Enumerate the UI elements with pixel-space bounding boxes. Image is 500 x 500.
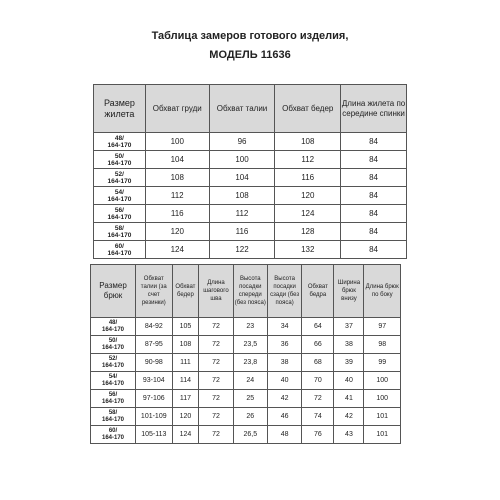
header-cell: Ширина брюк внизу bbox=[334, 265, 364, 318]
header-cell: Обхват бедра bbox=[302, 265, 334, 318]
height-value: 164-170 bbox=[102, 380, 125, 387]
value-cell: 66 bbox=[302, 336, 334, 354]
header-cell: Высота посадки спереди (без пояса) bbox=[233, 265, 267, 318]
value-cell: 46 bbox=[267, 408, 301, 426]
header-cell: Обхват груди bbox=[145, 85, 209, 133]
value-cell: 23,5 bbox=[233, 336, 267, 354]
value-cell: 23,8 bbox=[233, 354, 267, 372]
size-value: 60/ bbox=[114, 242, 124, 250]
pants-measurements-table bbox=[90, 264, 401, 444]
value-cell: 38 bbox=[267, 354, 301, 372]
value-cell: 100 bbox=[364, 390, 401, 408]
value-cell: 84 bbox=[341, 223, 407, 241]
value-cell: 112 bbox=[275, 151, 341, 169]
value-cell: 72 bbox=[199, 408, 233, 426]
value-cell: 72 bbox=[199, 390, 233, 408]
size-cell bbox=[94, 151, 146, 169]
size-value: 52/ bbox=[108, 355, 118, 362]
height-value: 164-170 bbox=[107, 249, 132, 257]
value-cell: 108 bbox=[275, 133, 341, 151]
header-cell: Размер жилета bbox=[94, 85, 146, 133]
value-cell: 24 bbox=[233, 372, 267, 390]
value-cell: 84 bbox=[341, 241, 407, 259]
table-row bbox=[91, 336, 401, 354]
height-value: 164-170 bbox=[107, 213, 132, 221]
table-header-row bbox=[94, 85, 407, 133]
size-value: 48/ bbox=[114, 134, 124, 142]
table-row bbox=[91, 372, 401, 390]
height-value: 164-170 bbox=[102, 344, 125, 351]
size-value: 48/ bbox=[108, 319, 118, 326]
value-cell: 72 bbox=[199, 426, 233, 444]
value-cell: 120 bbox=[145, 223, 209, 241]
value-cell: 74 bbox=[302, 408, 334, 426]
value-cell: 64 bbox=[302, 318, 334, 336]
value-cell: 72 bbox=[199, 354, 233, 372]
value-cell: 108 bbox=[145, 169, 209, 187]
table-row bbox=[91, 390, 401, 408]
value-cell: 105-113 bbox=[136, 426, 172, 444]
value-cell: 120 bbox=[172, 408, 199, 426]
value-cell: 38 bbox=[334, 336, 364, 354]
table-row bbox=[91, 426, 401, 444]
size-cell bbox=[91, 372, 136, 390]
size-value: 50/ bbox=[114, 152, 124, 160]
value-cell: 36 bbox=[267, 336, 301, 354]
table-row bbox=[91, 408, 401, 426]
value-cell: 101-109 bbox=[136, 408, 172, 426]
value-cell: 105 bbox=[172, 318, 199, 336]
size-value: 52/ bbox=[114, 170, 124, 178]
size-cell bbox=[91, 318, 136, 336]
header-cell: Обхват талии bbox=[209, 85, 275, 133]
value-cell: 26,5 bbox=[233, 426, 267, 444]
size-cell bbox=[94, 133, 146, 151]
value-cell: 100 bbox=[364, 372, 401, 390]
header-cell: Длина брюк по боку bbox=[364, 265, 401, 318]
document-title: Таблица замеров готового изделия, bbox=[151, 30, 349, 42]
size-value: 50/ bbox=[108, 337, 118, 344]
height-value: 164-170 bbox=[102, 362, 125, 369]
size-cell bbox=[94, 187, 146, 205]
value-cell: 37 bbox=[334, 318, 364, 336]
value-cell: 84 bbox=[341, 169, 407, 187]
size-value: 60/ bbox=[108, 427, 118, 434]
value-cell: 124 bbox=[145, 241, 209, 259]
table-row bbox=[94, 205, 407, 223]
value-cell: 116 bbox=[209, 223, 275, 241]
header-cell: Размер брюк bbox=[91, 265, 136, 318]
value-cell: 43 bbox=[334, 426, 364, 444]
value-cell: 87-95 bbox=[136, 336, 172, 354]
table-row bbox=[94, 241, 407, 259]
height-value: 164-170 bbox=[107, 195, 132, 203]
value-cell: 41 bbox=[334, 390, 364, 408]
size-value: 56/ bbox=[114, 206, 124, 214]
table-row bbox=[91, 354, 401, 372]
table-row bbox=[94, 133, 407, 151]
size-cell bbox=[91, 336, 136, 354]
size-cell bbox=[91, 408, 136, 426]
table-row bbox=[94, 187, 407, 205]
value-cell: 128 bbox=[275, 223, 341, 241]
value-cell: 117 bbox=[172, 390, 199, 408]
size-value: 54/ bbox=[108, 373, 118, 380]
value-cell: 84 bbox=[341, 151, 407, 169]
height-value: 164-170 bbox=[102, 416, 125, 423]
table-row bbox=[94, 151, 407, 169]
height-value: 164-170 bbox=[107, 159, 132, 167]
value-cell: 70 bbox=[302, 372, 334, 390]
value-cell: 124 bbox=[275, 205, 341, 223]
value-cell: 76 bbox=[302, 426, 334, 444]
size-cell bbox=[94, 169, 146, 187]
value-cell: 132 bbox=[275, 241, 341, 259]
height-value: 164-170 bbox=[102, 326, 125, 333]
value-cell: 111 bbox=[172, 354, 199, 372]
value-cell: 42 bbox=[267, 390, 301, 408]
value-cell: 97 bbox=[364, 318, 401, 336]
height-value: 164-170 bbox=[107, 231, 132, 239]
model-title: МОДЕЛЬ 11636 bbox=[209, 49, 291, 61]
size-cell bbox=[91, 426, 136, 444]
value-cell: 114 bbox=[172, 372, 199, 390]
value-cell: 84 bbox=[341, 187, 407, 205]
value-cell: 99 bbox=[364, 354, 401, 372]
value-cell: 84 bbox=[341, 205, 407, 223]
value-cell: 90-98 bbox=[136, 354, 172, 372]
header-cell: Обхват талии (за счет резинки) bbox=[136, 265, 172, 318]
value-cell: 124 bbox=[172, 426, 199, 444]
header-cell: Длина шаговогo шва bbox=[199, 265, 233, 318]
size-cell bbox=[94, 205, 146, 223]
value-cell: 23 bbox=[233, 318, 267, 336]
value-cell: 40 bbox=[334, 372, 364, 390]
value-cell: 42 bbox=[334, 408, 364, 426]
value-cell: 104 bbox=[145, 151, 209, 169]
value-cell: 72 bbox=[199, 372, 233, 390]
value-cell: 26 bbox=[233, 408, 267, 426]
size-cell bbox=[94, 223, 146, 241]
value-cell: 112 bbox=[209, 205, 275, 223]
value-cell: 84 bbox=[341, 133, 407, 151]
size-value: 56/ bbox=[108, 391, 118, 398]
value-cell: 108 bbox=[172, 336, 199, 354]
table-row bbox=[94, 223, 407, 241]
value-cell: 120 bbox=[275, 187, 341, 205]
value-cell: 122 bbox=[209, 241, 275, 259]
height-value: 164-170 bbox=[107, 141, 132, 149]
value-cell: 68 bbox=[302, 354, 334, 372]
table-header-row bbox=[91, 265, 401, 318]
size-cell bbox=[91, 354, 136, 372]
value-cell: 101 bbox=[364, 426, 401, 444]
value-cell: 116 bbox=[275, 169, 341, 187]
header-cell: Длина жилета по середине спинки bbox=[341, 85, 407, 133]
size-value: 58/ bbox=[108, 409, 118, 416]
value-cell: 108 bbox=[209, 187, 275, 205]
value-cell: 98 bbox=[364, 336, 401, 354]
value-cell: 96 bbox=[209, 133, 275, 151]
vest-measurements-table bbox=[93, 84, 407, 259]
value-cell: 97-106 bbox=[136, 390, 172, 408]
header-cell: Обхват бедер bbox=[172, 265, 199, 318]
size-cell bbox=[94, 241, 146, 259]
header-cell: Высота посадки сзади (без пояса) bbox=[267, 265, 301, 318]
size-value: 58/ bbox=[114, 224, 124, 232]
value-cell: 72 bbox=[199, 336, 233, 354]
value-cell: 93-104 bbox=[136, 372, 172, 390]
size-value: 54/ bbox=[114, 188, 124, 196]
value-cell: 100 bbox=[145, 133, 209, 151]
value-cell: 25 bbox=[233, 390, 267, 408]
value-cell: 48 bbox=[267, 426, 301, 444]
header-cell: Обхват бедер bbox=[275, 85, 341, 133]
value-cell: 116 bbox=[145, 205, 209, 223]
size-cell bbox=[91, 390, 136, 408]
value-cell: 84-92 bbox=[136, 318, 172, 336]
value-cell: 72 bbox=[302, 390, 334, 408]
value-cell: 40 bbox=[267, 372, 301, 390]
value-cell: 101 bbox=[364, 408, 401, 426]
table-row bbox=[94, 169, 407, 187]
value-cell: 72 bbox=[199, 318, 233, 336]
value-cell: 34 bbox=[267, 318, 301, 336]
height-value: 164-170 bbox=[107, 177, 132, 185]
value-cell: 100 bbox=[209, 151, 275, 169]
value-cell: 112 bbox=[145, 187, 209, 205]
value-cell: 104 bbox=[209, 169, 275, 187]
table-row bbox=[91, 318, 401, 336]
value-cell: 39 bbox=[334, 354, 364, 372]
height-value: 164-170 bbox=[102, 398, 125, 405]
height-value: 164-170 bbox=[102, 434, 125, 441]
